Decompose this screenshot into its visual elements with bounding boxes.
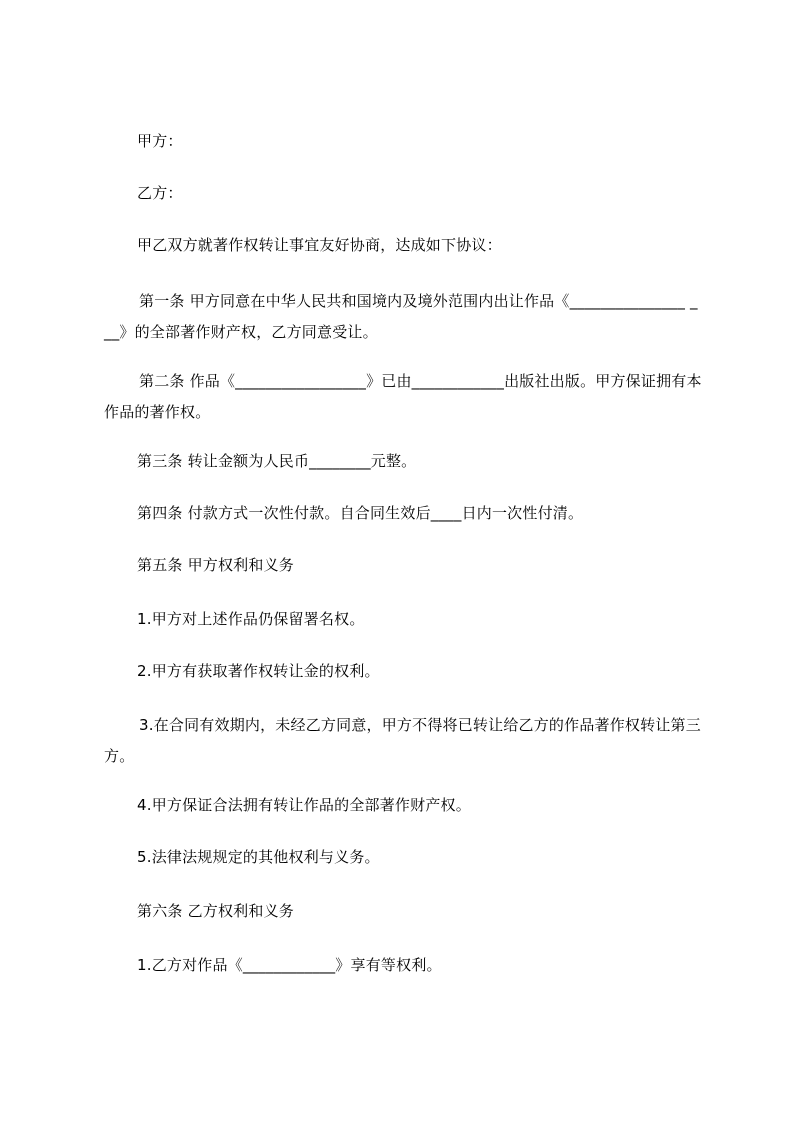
article-6-item-1: 1.乙方对作品《____________》享有等权利。: [137, 956, 442, 974]
article-1: 第一条 甲方同意在中华人民共和国境内及境外范围内出让作品《_______________ ___》的全部著作财产权，乙方同意受让。: [104, 292, 698, 341]
article-4: 第四条 付款方式一次性付款。自合同生效后____日内一次性付清。: [137, 504, 584, 522]
article-5-item-1: 1.甲方对上述作品仍保留署名权。: [137, 610, 365, 628]
article-2: 第二条 作品《_________________》已由____________出版社出版。甲方保证拥有本作品的著作权。: [104, 372, 702, 421]
article-6-heading: 第六条 乙方权利和义务: [137, 902, 294, 920]
article-5-item-3: 3.在合同有效期内，未经乙方同意，甲方不得将已转让给乙方的作品著作权转让第三方。: [104, 716, 701, 765]
party-b-label: 乙方：: [137, 184, 183, 202]
article-5-item-5: 5.法律法规规定的其他权利与义务。: [137, 848, 380, 866]
article-5-item-4: 4.甲方保证合法拥有转让作品的全部著作财产权。: [137, 796, 471, 814]
article-3: 第三条 转让金额为人民币________元整。: [137, 452, 417, 470]
article-5-item-2: 2.甲方有获取著作权转让金的权利。: [137, 662, 380, 680]
article-5-heading: 第五条 甲方权利和义务: [137, 556, 294, 574]
intro-paragraph: 甲乙双方就著作权转让事宜友好协商，达成如下协议：: [137, 236, 502, 254]
party-a-label: 甲方：: [137, 132, 183, 150]
